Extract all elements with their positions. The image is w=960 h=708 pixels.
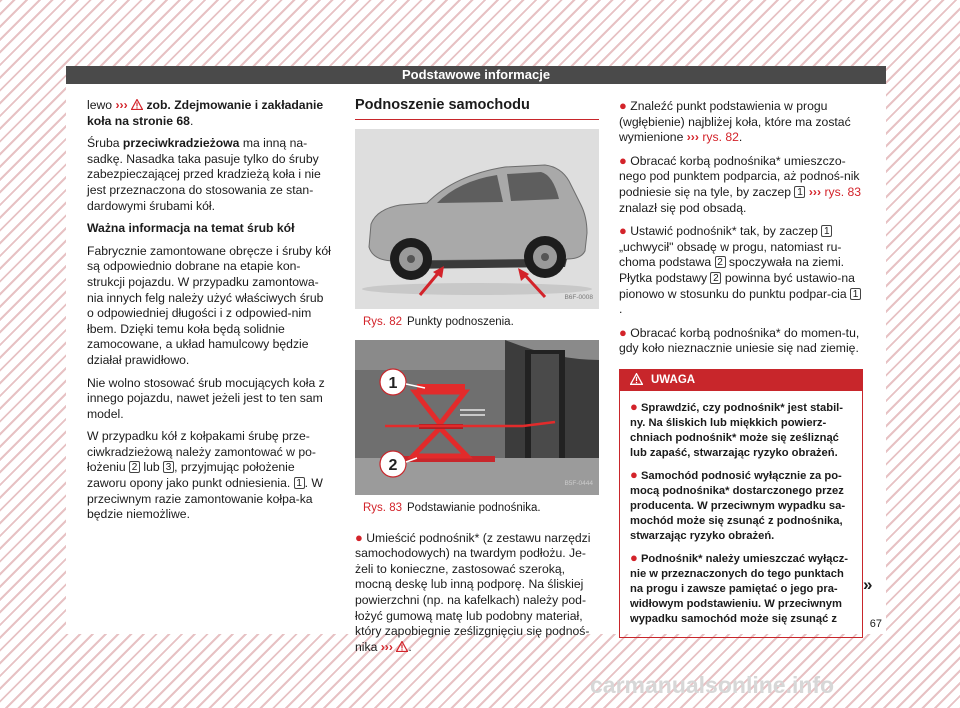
paragraph-other-vehicle: Nie wolno stosować śrub mocujących koła z innego pojazdu, nawet jeżeli jest to ten sam model. [87,375,325,421]
ref-arrow: ››› [686,130,699,145]
position-number: 2 [710,272,721,284]
position-number: 1 [294,477,305,489]
jack-marker-2: 2 [388,456,398,474]
manual-page [66,66,886,654]
paragraph-ref: lewo ››› zob. Zdejmowanie i zakładanie koła na stronie 68. [87,98,324,128]
position-number: 2 [715,256,726,268]
position-number: 3 [163,461,174,473]
car-side-illustration [355,129,599,309]
jack-marker-1: 1 [388,374,398,392]
warning-header [620,370,862,391]
paragraph-antitheft: Śruba przeciwkradzieżowa ma inną na-sadkę. Nasadka taka pasuje tylko do śruby zabezpieczającej przed kradzieżą koła i nie jest przeznaczona do stosowania ze stan-dardowymi śrubami kół. [87,136,321,213]
ref-arrow: ››› [115,98,128,112]
warning-triangle-icon [131,99,143,110]
figure-lifting-points [355,129,599,309]
figure-label: Rys. 83 [363,501,402,514]
bullet-icon: ● [619,152,627,168]
figure-ref-link[interactable]: rys. 82 [702,130,739,145]
bullet-icon: ● [630,549,638,565]
warning-item: ● Sprawdzić, czy podnośnik* jest stabil-ny. Na śliskich lub miękkich powierz-chniach podnośnik* może się ześliznąć lub zapaść, stwarzając ryzyko obrażeń. [630,398,844,459]
bullet-icon: ● [619,324,627,340]
warning-triangle-icon [630,373,643,385]
figure-jack-placement [355,340,599,495]
bullet-find-point: ● Znaleźć punkt podstawienia w progu (wgłębienie) najbliżej koła, które ma zostać wymienione ››› rys. 82. [619,98,851,145]
section-title: Podnoszenie samochodu [355,98,599,120]
warning-body [620,391,862,637]
figure-label: Rys. 82 [363,315,402,328]
bullet-crank-up: ● Obracać korbą podnośnika* umieszczo-nego pod punktem podparcia, aż podnoś-nik podniesie się na tyle, by zaczep 1 ››› rys. 83 znalazł się pod obsadą. [619,152,862,215]
column-2 [355,98,599,662]
warning-title: UWAGA [651,373,696,386]
figure-caption: Rys. 83 Podstawianie podnośnika. [363,501,541,514]
cross-reference-link[interactable]: zob. Zdejmowanie i zakładanie koła na stronie 68 [87,98,324,128]
bullet-place-jack: ● Umieścić podnośnik* (z zestawu narzędzi samochodowych) na twardym podłożu. Je-żeli to konieczne, zastosować szeroką, mocną deskę lub inną podporę. Na śliskiej powierzchni (np. na kafelkach) należy pod-łożyć gumową matę lub podobny materiał, który zapobiegnie ześlizgnięciu się podnoś-nika ››› . [355,529,591,654]
figure-code: B5F-0444 [564,480,593,487]
column-1 [87,98,332,530]
paragraph-hubcaps: W przypadku kół z kołpakami śrubę prze-ciwkradzieżową należy zamontować w po-łożeniu 2 lub 3 , przyjmując położenie zaworu opony jako punkt odniesienia. 1 . W przeciwnym razie zamontowanie kołpa-ka będzie niemożliwe. [87,429,323,522]
warning-item: ● Podnośnik* należy umieszczać wyłącz-nie w przeznaczonych do tego punktach na progu i zawsze pamiętać o jego pra-widłowym podstawieniu. W przeciwnym wypadku samochód może się zsunąć z [630,549,849,625]
page-header: Podstawowe informacje [66,66,886,84]
ref-arrow: ››› [380,639,393,654]
warning-item: ● Samochód podnosić wyłącznie za po-mocą podnośnika* dostarczonego przez producenta. W przeciwnym wypadku sa-mochód może się zsunąć z podnośnika, stwarzając ryzyko obrażeń. [630,466,846,542]
paragraph-factory-bolts: Fabrycznie zamontowane obręcze i śruby kół są odpowiednio dobrane na etapie kon-strukcji pojazdu. W przypadku zamontowa-nia innych felg należy użyć właściwych śrub o odpowiedniej długości i z odpowied-nim łbem. Dzięki temu koła będą solidnie zamocowane, a układ hamulcowy będzie działał prawidłowo. [87,243,331,367]
bullet-icon: ● [630,398,638,414]
position-number: 1 [794,186,805,198]
warning-triangle-icon [396,641,408,652]
continue-arrow-icon: » [863,575,873,594]
figure-code: B6F-0008 [564,294,593,301]
position-number: 2 [129,461,140,473]
jack-illustration [355,340,599,495]
position-number: 1 [850,288,861,300]
bullet-raise-wheel: ● Obracać korbą podnośnika* do momen-tu, gdy koło nieznacznie uniesie się nad ziemię. [619,324,860,356]
column-3 [619,98,863,638]
ref-arrow: ››› [808,184,822,199]
bullet-icon: ● [630,466,638,482]
bullet-icon: ● [619,223,627,239]
subheading: Ważna informacja na temat śrub kół [87,221,295,236]
bullet-icon: ● [619,98,627,113]
bullet-icon: ● [355,529,363,545]
position-number: 1 [821,225,832,237]
warning-box [619,369,863,638]
bullet-set-jack: ● Ustawić podnośnik* tak, by zaczep 1 „uchwycił" obsadę w progu, natomiast ru-choma podstawa 2 spoczywała na ziemi. Płytka podstawy 2 powinna być ustawio-na pionowo w stosunku do punktu podpar-cia 1. [619,223,863,318]
watermark: carmanualsonline.info [590,672,835,698]
figure-caption: Rys. 82 Punkty podnoszenia. [363,315,514,328]
figure-ref-link[interactable]: rys. 83 [824,184,862,199]
page-number: 67 [869,618,882,630]
